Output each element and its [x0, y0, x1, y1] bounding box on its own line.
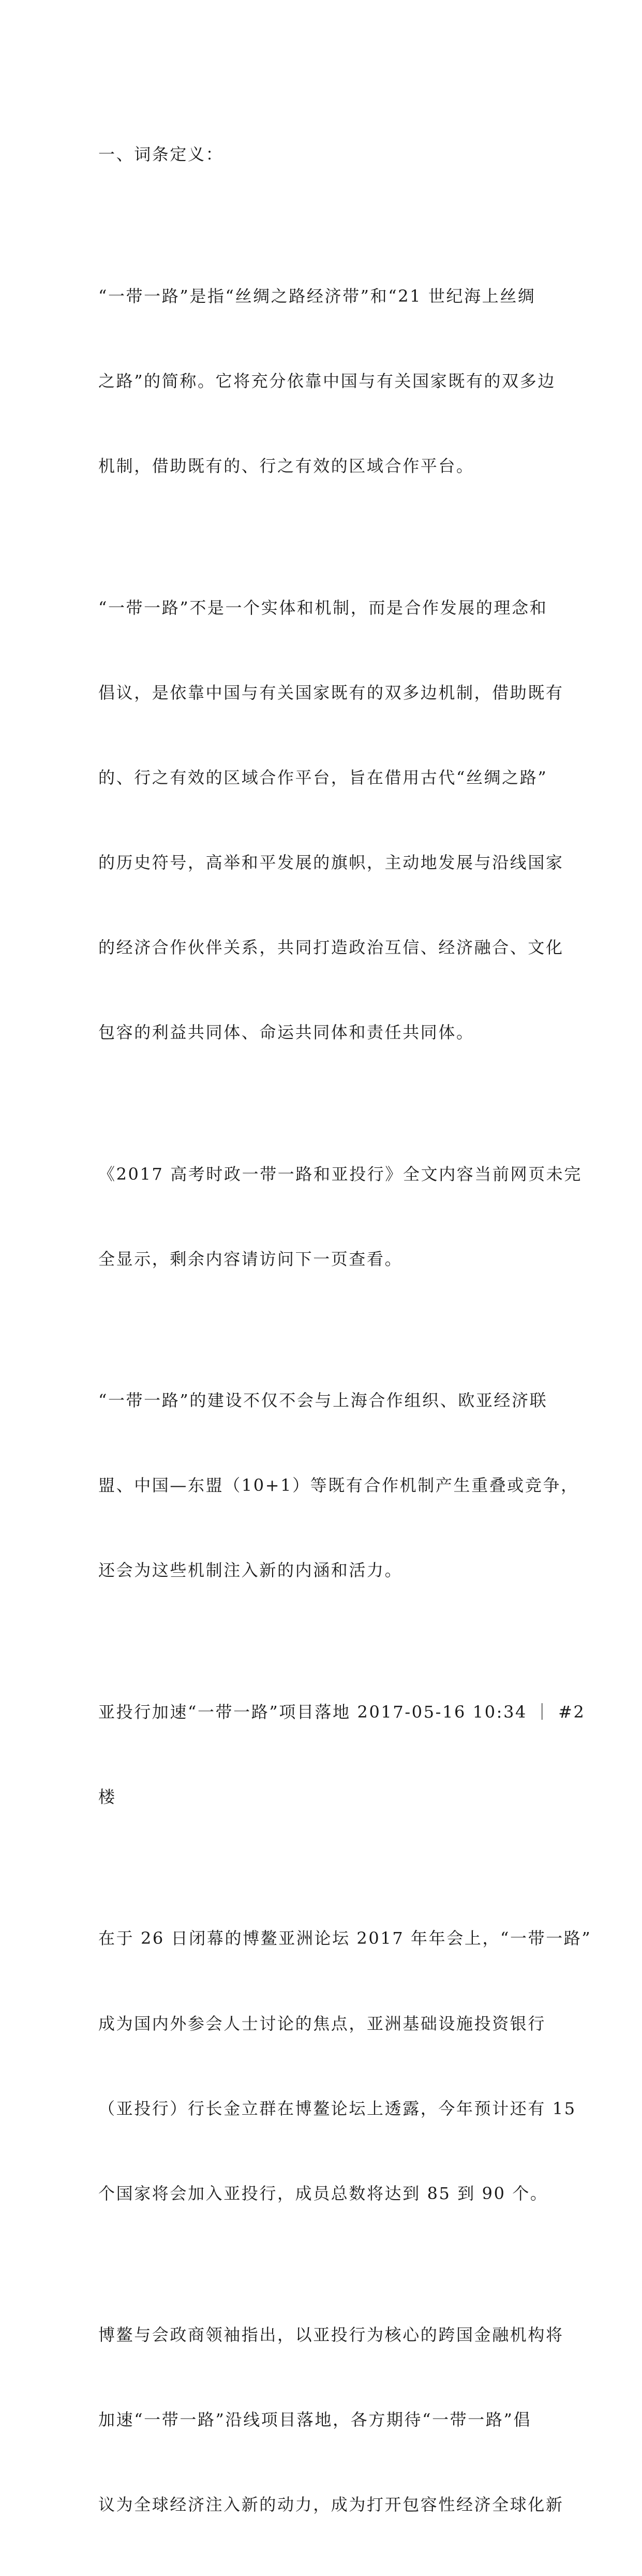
leaders-paragraph [98, 2264, 564, 2576]
text-line: 博鳌与会政商领袖指出，以亚投行为核心的跨国金融机构将 [98, 2325, 564, 2345]
text-line: 全显示，剩余内容请访问下一页查看。 [98, 1249, 403, 1269]
post-header-paragraph [98, 1641, 586, 1868]
concept-paragraph [98, 537, 564, 1103]
text-line: 楼 [98, 1787, 116, 1807]
text-line: 加速“一带一路”沿线项目落地，各方期待“一带一路”倡 [98, 2410, 532, 2430]
text-line: 包容的利益共同体、命运共同体和责任共同体。 [98, 1022, 474, 1043]
text-line: 个国家将会加入亚投行，成员总数将达到 85 到 90 个。 [98, 2183, 548, 2203]
text-line: 盟、中国—东盟（10+1）等既有合作机制产生重叠或竞争， [98, 1475, 579, 1496]
text-line: 的经济合作伙伴关系，共同打造政治互信、经济融合、文化 [98, 937, 564, 957]
forum-paragraph [98, 1868, 592, 2264]
definition-paragraph [98, 226, 556, 537]
text-line: 还会为这些机制注入新的内涵和活力。 [98, 1560, 403, 1580]
notice-paragraph [98, 1103, 583, 1330]
text-line: 《2017 高考时政一带一路和亚投行》全文内容当前网页未完 [98, 1164, 583, 1184]
text-line: 的历史符号，高举和平发展的旗帜，主动地发展与沿线国家 [98, 852, 564, 872]
text-line: 之路”的简称。它将充分依靠中国与有关国家既有的双多边 [98, 371, 556, 391]
text-line: “一带一路”不是一个实体和机制，而是合作发展的理念和 [98, 597, 548, 618]
text-line: 在于 26 日闭幕的博鳌亚洲论坛 2017 年年会上，“一带一路” [98, 1928, 592, 1949]
section-heading [98, 84, 544, 226]
text-line: 成为国内外参会人士讨论的焦点，亚洲基础设施投资银行 [98, 2013, 546, 2033]
text-line: 一、词条定义： [98, 144, 224, 165]
document-body [98, 84, 592, 2576]
text-line: （亚投行）行长金立群在博鳌论坛上透露，今年预计还有 15 [98, 2098, 576, 2118]
text-line: 亚投行加速“一带一路”项目落地 2017-05-16 10:34 ｜ #2 [98, 1702, 586, 1722]
text-line: 议为全球经济注入新的动力，成为打开包容性经济全球化新 [98, 2495, 564, 2515]
text-line: 的、行之有效的区域合作平台，旨在借用古代“丝绸之路” [98, 767, 548, 787]
text-line: 倡议，是依靠中国与有关国家既有的双多边机制，借助既有 [98, 682, 564, 702]
mechanism-paragraph [98, 1330, 579, 1642]
text-line: 机制，借助既有的、行之有效的区域合作平台。 [98, 456, 474, 476]
text-line: “一带一路”的建设不仅不会与上海合作组织、欧亚经济联 [98, 1391, 548, 1411]
text-line: “一带一路”是指“丝绸之路经济带”和“21 世纪海上丝绸 [98, 286, 536, 306]
